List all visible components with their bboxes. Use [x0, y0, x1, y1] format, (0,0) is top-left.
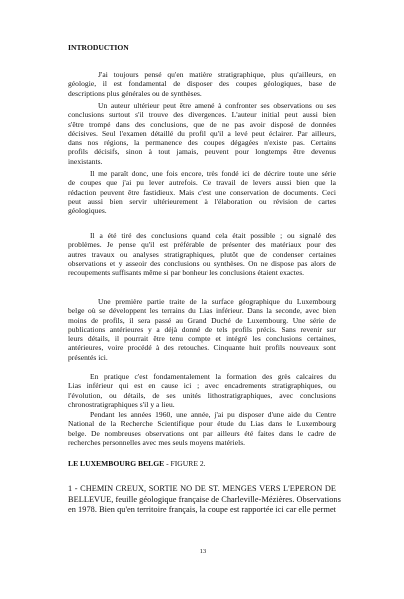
paragraph-4 [68, 231, 336, 277]
text-line: leurs détails, il pourrait être tenu compte et intégré les conclusions certaines, [68, 334, 336, 343]
text-line: recoupements suffisants même si par bonheur les conclusions étaient exactes. [68, 268, 305, 277]
text-line: peut aussi bien servir ultérieurement à l'élaboration ou révision de cartes [68, 196, 336, 206]
section-heading-bold: LE LUXEMBOURG BELGE [68, 459, 165, 468]
text-line: conclusions surtout s'il trouve des divergences. L'auteur initial peut aussi bien [68, 110, 336, 120]
text-line: géologie, il est fondamental de disposer des coupes géologiques, base de [68, 79, 336, 89]
text-line: rédaction peuvent être fastidieux. Mais c'est une conservation de documents. Ceci [68, 187, 336, 197]
text-line: géologiques. [68, 206, 107, 215]
text-line: En pratique c'est fondamentalement la formation des grès calcaires du [90, 372, 336, 381]
text-line: publications antérieures y a déjà donné de tels profils précis. Sans revenir sur [68, 324, 336, 334]
text-line: 1 - CHEMIN CREUX, SORTIE NO DE ST. MENGES VERS L'EPERON DE [68, 484, 336, 493]
paragraph-8 [68, 484, 341, 516]
text-line: profils décisifs, sinon à tout jamais, peuvent pour longtemps être devenus [68, 147, 336, 157]
text-line: Une première partie traite de la surface géographique du Luxembourg [98, 297, 336, 306]
text-line: l'évolution, ou détails, de ses unités lithostratigraphiques, avec conclusions [68, 390, 336, 400]
text-line: BELLEVUE, feuille géologique française de Charleville-Mézières. Observations [68, 494, 341, 504]
section-heading-figure-ref: - FIGURE 2. [164, 459, 206, 468]
text-line: moins de profils, il sera passé au Grand Duché de Luxembourg. Une série de [68, 315, 336, 325]
text-line: observations et y asseoir des conclusions ou synthèses. On ne dispose pas alors de [68, 258, 336, 268]
text-line: Il me paraît donc, une fois encore, très fondé ici de décrire toute une série [90, 169, 336, 178]
text-line: National de la Recherche Scientifique pour étude du Lias dans le Luxembourg [68, 419, 336, 429]
text-line: en 1978. Bien qu'en territoire français, la coupe est rapportée ici car elle permet [68, 505, 337, 514]
text-line: Pendant les années 1960, une année, j'ai pu disposer d'une aide du Centre [90, 410, 336, 419]
text-line: chronostratigraphiques s'il y a lieu. [68, 399, 175, 409]
text-line: Il a été tiré des conclusions quand cela était possible ; ou signalé des [90, 231, 336, 240]
section-heading-luxembourg-belge [68, 459, 206, 469]
text-line: de coupes que j'ai pu lever autrefois. Ce travail de levers aussi bien que la [68, 178, 336, 188]
page-number: 13 [199, 548, 207, 555]
paragraph-7 [68, 410, 336, 447]
paragraph-2 [68, 101, 336, 166]
text-line: dans nos régions, la permanence des coupes dégagées n'existe pas. Certains [68, 138, 336, 147]
section-heading-introduction: INTRODUCTION [68, 43, 129, 52]
text-line: Lias inférieur qui est en cause ici ; avec encadrements stratigraphiques, ou [68, 381, 336, 391]
text-line: descriptions plus générales ou de synthèses. [68, 88, 202, 98]
paragraph-6 [68, 372, 336, 409]
text-line: autres travaux ou analyses stratigraphiques, plutôt que de condenser certaines [68, 249, 336, 259]
text-line: belge où se développent les terrains du Lias inférieur. Dans la seconde, avec bien [68, 306, 336, 316]
text-line: décisives. Seul l'examen détaillé du profil qu'il a levé peut éclairer. Par ailleurs, [68, 128, 336, 138]
text-line: s'être trompé dans des conclusions, que de ne pas avoir disposé de données [68, 119, 336, 129]
text-line: problèmes. Je pense qu'il est préférable de présenter des matériaux pour des [68, 240, 336, 250]
text-line: belge. De nombreuses observations ont par ailleurs été faites dans le cadre de [68, 428, 336, 438]
paragraph-5 [68, 297, 336, 362]
text-line: antérieures, voire procédé à des retouches. Cinquante huit profils nouveaux sont [68, 343, 336, 353]
text-line: recherches personnelles avec mes seuls moyens matériels. [68, 437, 246, 447]
text-line: Un auteur ultérieur peut être amené à confronter ses observations ou ses [98, 101, 336, 110]
text-line: présentés ici. [68, 352, 108, 362]
text-line: J'ai toujours pensé qu'en matière stratigraphique, plus qu'ailleurs, en [98, 70, 336, 79]
paragraph-3 [68, 169, 336, 215]
paragraph-1 [68, 70, 336, 98]
text-line: inexistants. [68, 156, 103, 166]
